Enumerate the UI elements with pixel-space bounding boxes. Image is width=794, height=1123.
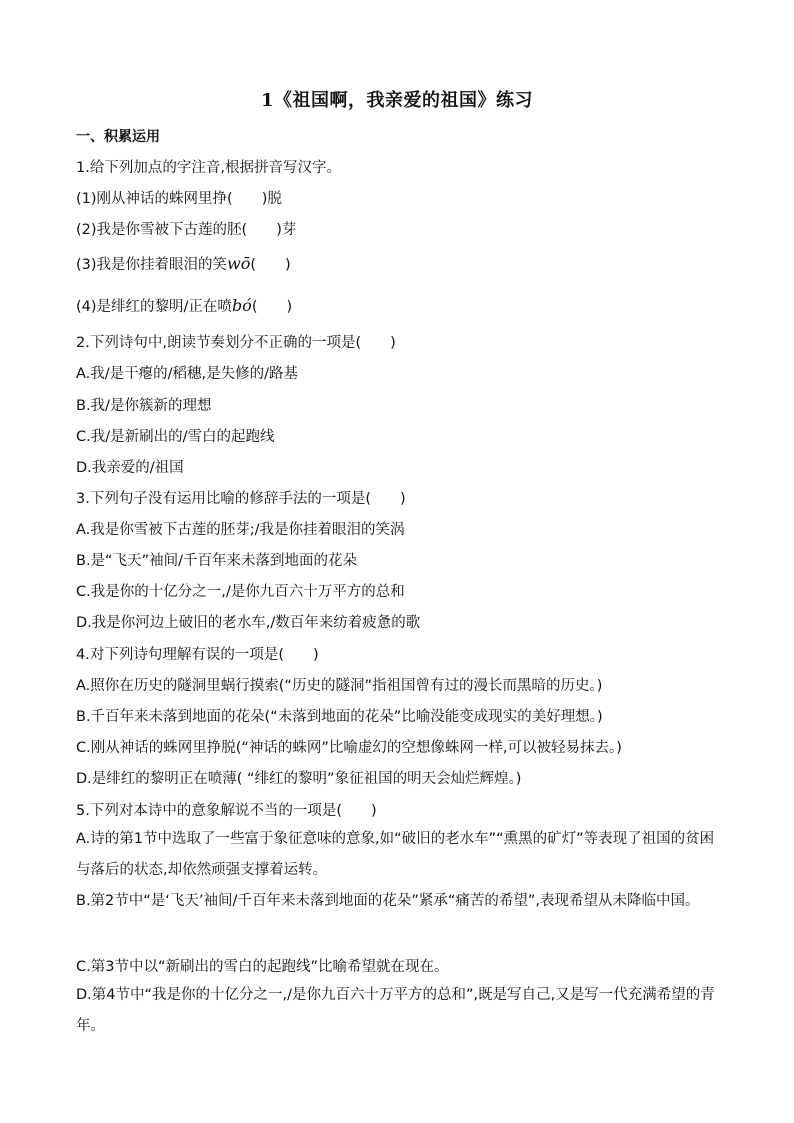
question-5-option-b: B.第2节中“是‘飞天’袖间/千百年来未落到地面的花朵”紧承“痛苦的希望”,表现希望从未降临中国。 [76, 893, 700, 909]
item-4-text: (4)是绯红的黎明/正在喷 [76, 299, 232, 315]
pinyin-bo: bó [231, 296, 252, 315]
question-3-stem: 3.下列句子没有运用比喻的修辞手法的一项是( ) [76, 491, 406, 507]
question-4-option-b: B.千百年来未落到地面的花朵(“未落到地面的花朵”比喻没能变成现实的美好理想。) [76, 709, 603, 725]
question-1-item-3 [76, 253, 291, 274]
question-3-option-c: C.我是你的十亿分之一,/是你九百六十万平方的总和 [76, 584, 405, 600]
question-2-option-b: B.我/是你簇新的理想 [76, 398, 212, 414]
question-4-option-c: C.刚从神话的蛛网里挣脱(“神话的蛛网”比喻虚幻的空想像蛛网一样,可以被轻易抹去。) [76, 740, 622, 756]
question-2-stem: 2.下列诗句中,朗读节奏划分不正确的一项是( ) [76, 335, 396, 351]
question-2-option-d: D.我亲爱的/祖国 [76, 460, 184, 476]
pinyin-wo: wō [227, 254, 251, 273]
answer-blank: ( ) [250, 257, 291, 273]
question-4-option-d: D.是绯红的黎明正在喷薄( “绯红的黎明”象征祖国的明天会灿烂辉煌。) [76, 771, 522, 787]
worksheet-title: 1《祖国啊，我亲爱的祖国》练习 [260, 90, 534, 111]
question-3-option-d: D.我是你河边上破旧的老水车,/数百年来纺着疲惫的歌 [76, 615, 421, 631]
section-heading: 一、积累运用 [76, 129, 160, 145]
question-1-item-2: (2)我是你雪被下古莲的胚( )芽 [76, 222, 297, 238]
question-5-option-a: A.诗的第1节中选取了一些富于象征意味的意象,如“破旧的老水车”“熏黑的矿灯”等表现了祖国的贫困与落后的状态,却依然顽强支撑着运转。 [76, 831, 715, 878]
question-2-option-c: C.我/是新刷出的/雪白的起跑线 [76, 429, 275, 445]
question-4-option-a: A.照你在历史的隧洞里蜗行摸索(“历史的隧洞”指祖国曾有过的漫长而黑暗的历史。) [76, 678, 603, 694]
answer-blank: ( ) [251, 299, 293, 315]
question-5-option-d: D.第4节中“我是你的十亿分之一,/是你九百六十万平方的总和”,既是写自己,又是写一代充满希望的青年。 [76, 987, 715, 1034]
question-1-stem: 1.给下列加点的字注音,根据拼音写汉字。 [76, 160, 341, 176]
question-1-item-4 [76, 295, 292, 316]
question-2-option-a: A.我/是干瘪的/稻穗,是失修的/路基 [76, 366, 299, 382]
question-3-option-a: A.我是你雪被下古莲的胚芽;/我是你挂着眼泪的笑涡 [76, 522, 405, 538]
item-3-text: (3)我是你挂着眼泪的笑 [76, 257, 228, 273]
question-1-item-1: (1)刚从神话的蛛网里挣( )脱 [76, 191, 282, 207]
question-3-option-b: B.是“飞天”袖间/千百年来未落到地面的花朵 [76, 553, 357, 569]
question-5-stem: 5.下列对本诗中的意象解说不当的一项是( ) [76, 803, 377, 819]
question-5-option-c: C.第3节中以“新刷出的雪白的起跑线”比喻希望就在现在。 [76, 959, 449, 975]
question-4-stem: 4.对下列诗句理解有误的一项是( ) [76, 647, 319, 663]
